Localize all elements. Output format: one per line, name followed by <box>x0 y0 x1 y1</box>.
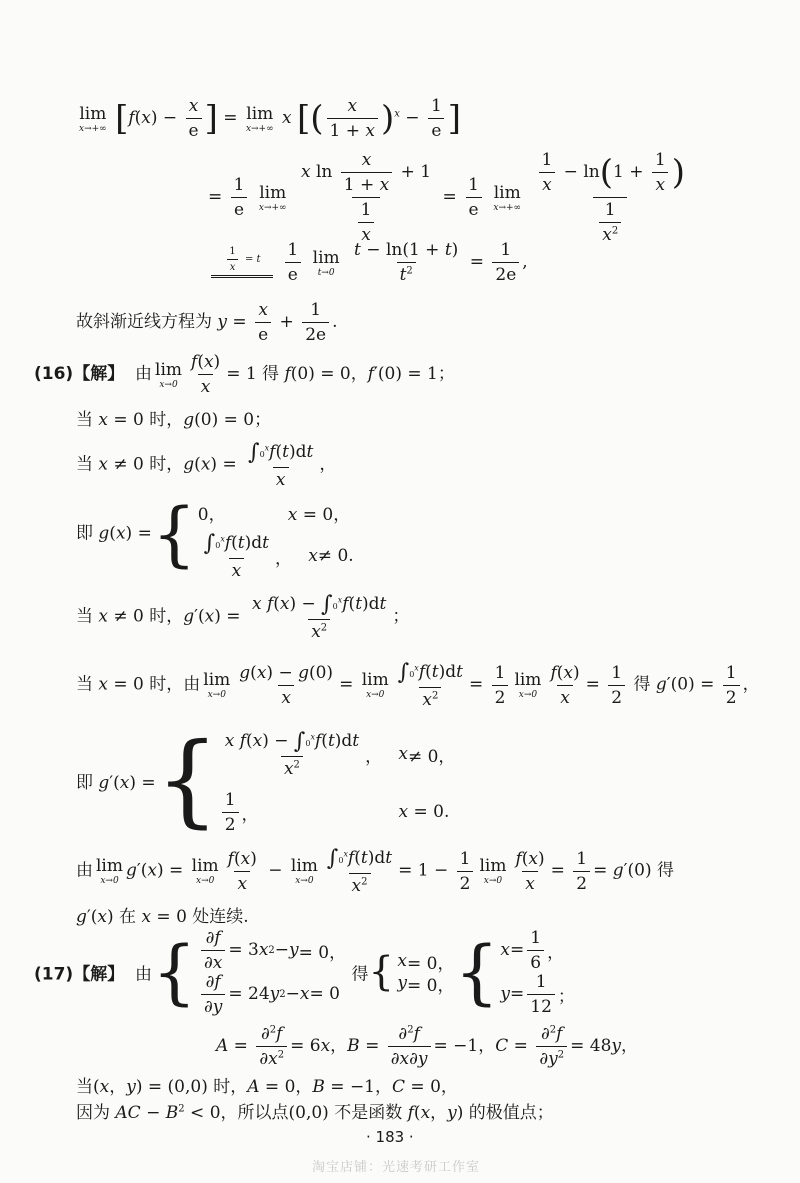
q17-label: (17)【解】 <box>34 964 125 985</box>
q16-label: (16)【解】 <box>34 364 125 384</box>
watermark: 淘宝店铺：光速考研工作室 <box>312 1160 481 1175</box>
q16-line-9: g′(x) 在 x = 0 处连续. <box>76 907 249 927</box>
q17-line-2: A = $\frac{\partial^2f}{\partial x^2}$ = 6x，B = $\frac{\partial^2f}{\partial x\partial y}$ = −1，C = $\frac{\partial^2f}{\partial y^2}$ = 48y， <box>216 1024 638 1069</box>
q17-line-1: (17)【解】 由{ $\frac{\partial f}{\partial x}$ = 3 x 2 − y = 0， $\frac{\partial f}{\partial y}$ = 24 y 2 − x = 0 得{ x = 0， y = 0， { x = $\frac{1}{6}$ ， y = $\frac{1}{12}$ ； <box>34 927 575 1017</box>
limit-operator: lim x→+∞ <box>79 103 107 134</box>
asymptote-line-2: = $\frac{1}{e}$ lim x→+∞ x ln $\frac{x}{1 + x}$ + 1 $\frac{1}{x}$ = $\frac{1}{e}$ lim x→+∞ $\frac{1}{x}$ − ln(1 + $\frac{1}{x}$ ) $\frac{1}{x^2}$ <box>208 150 685 245</box>
q16-line-3: 当 x ≠ 0 时，g(x) = $\frac{\int 0^xf(t)dt}{x}$ ， <box>76 440 337 490</box>
q16-line-5: 当 x ≠ 0 时，g′(x) = $\frac{x f(x) - \int 0^xf(t)dt}{x^2}$ ； <box>76 592 410 642</box>
asymptote-line-3: $\frac{1}{x}$ = t $\frac{1}{e}$ lim t→0 $\frac{t - \ln(1 + t)}{t^2}$ = $\frac{1}{2e}$ , <box>208 240 528 285</box>
q17-line-3: 当(x，y) = (0,0) 时，A = 0，B = −1，C = 0， <box>76 1077 458 1097</box>
page-number: · 183 · <box>366 1128 414 1146</box>
q16-line-1: (16)【解】 由 lim x→0 $\frac{f(x)}{x}$ = 1 得 f(0) = 0，f′(0) = 1； <box>34 352 455 397</box>
q17-line-4: 因为 AC − $B^2 < 0$，所以点(0,0) 不是函数 f(x，y) 的极值点； <box>76 1103 554 1123</box>
left-brace: { <box>155 721 220 838</box>
q16-line-6: 当 x = 0 时，由 lim x→0 $\frac{g(x) - g(0)}{x}$ = lim x→0 $\frac{\int 0^xf(t)dt}{x^2}$ = $\frac{1}{2}$ lim x→0 $\frac{f(x)}{x}$ = $\frac{1}{2}$ 得 g′(0) = $\frac{1}{2}$ ， <box>76 660 760 710</box>
asymptote-line-1: lim x→+∞ [f(x) − $\frac{x}{e}$ ] = lim x→+∞ x [( $\frac{x}{1 + x}$ )$^x$ − $\frac{1}{e}$ ] <box>79 96 462 141</box>
q16-line-2: 当 x = 0 时，g(0) = 0； <box>76 410 272 430</box>
left-brace: { <box>151 493 197 575</box>
left-brace: { <box>152 931 197 1013</box>
q16-line-8: 由 lim x→0 g′(x) = lim x→0 $\frac{f(x)}{x}$ − lim x→0 $\frac{\int 0^xf(t)dt}{x^2}$ = 1 − $\frac{1}{2}$ lim x→0 $\frac{f(x)}{x}$ = $\frac{1}{2}$ = g′(0) 得 <box>76 846 675 896</box>
q16-line-4: 即 g(x) ={ 0， x = 0， $\frac{\int 0^xf(t)dt}{x}$ ， x ≠ 0. <box>76 493 354 581</box>
substitution-arrow: $\frac{1}{x}$ = t <box>211 246 273 280</box>
q16-line-7: 即 g′(x) ={ $\frac{x f(x) - \int 0^xf(t)dt}{x^2}$ ， x ≠ 0， $\frac{1}{2}$ ， x = 0. <box>76 721 456 838</box>
asymptote-conclusion: 故斜渐近线方程为 y = $\frac{x}{e}$ + $\frac{1}{2e}$ . <box>76 300 338 345</box>
